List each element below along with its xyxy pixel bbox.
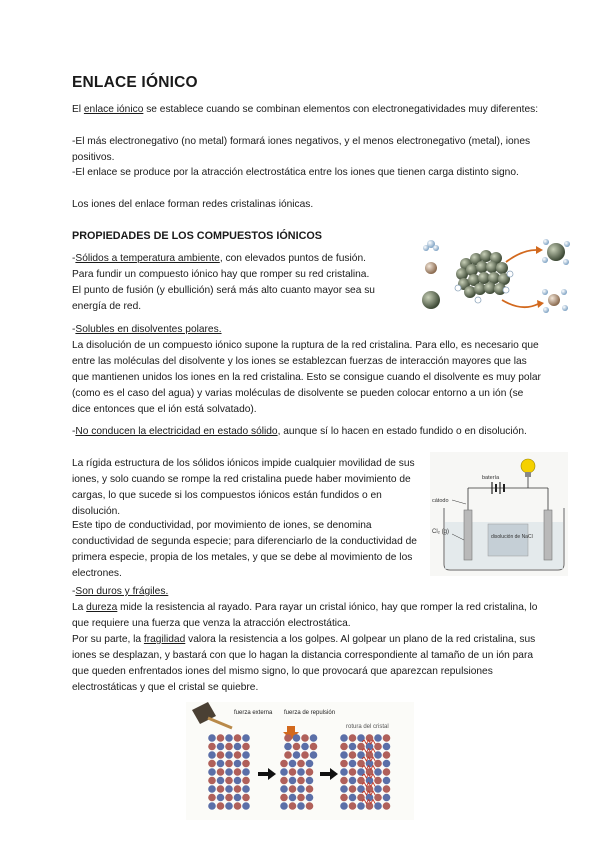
crack-label: rotura del cristal (346, 724, 389, 730)
ion (225, 777, 233, 785)
ion (306, 777, 314, 785)
ion (301, 734, 309, 742)
ion (357, 802, 365, 810)
ion (225, 768, 233, 776)
ion (349, 751, 357, 759)
ion (349, 734, 357, 742)
hardness-text: mide la resistencia al rayado. Para rayar un cristal iónico, hay que romper la red cristalina, lo que requiere una fuerza que venza la atracción electrostática. (72, 602, 538, 629)
ion (242, 760, 250, 768)
ion (306, 768, 314, 776)
prop1-line3: El punto de fusión (y ebullición) será más alto cuanto mayor sea su energía de red. (72, 285, 375, 312)
intro-point-2: -El enlace se produce por la atracción electrostática entre los iones que tienen carga distinto signo. (72, 167, 519, 178)
ionic-crystal-lattice (455, 250, 513, 303)
ion (217, 751, 225, 759)
ion (280, 794, 288, 802)
ion (225, 751, 233, 759)
prop4-hardness-paragraph (72, 600, 544, 632)
ion (383, 760, 391, 768)
ion (297, 802, 305, 810)
ion (234, 785, 242, 793)
ion (297, 785, 305, 793)
ion (284, 734, 292, 742)
ion (284, 751, 292, 759)
cathode-label: cátodo (432, 498, 449, 504)
ion (234, 760, 242, 768)
ion (217, 760, 225, 768)
ion (289, 768, 297, 776)
prop4-title: Son duros y frágiles. (75, 586, 169, 597)
ion (208, 777, 216, 785)
ion (383, 794, 391, 802)
ion (217, 785, 225, 793)
ion (310, 743, 318, 751)
ion (217, 743, 225, 751)
ion (301, 751, 309, 759)
anion-icon (422, 291, 440, 309)
ion (297, 777, 305, 785)
ion (217, 768, 225, 776)
ion (225, 760, 233, 768)
hardness-term: dureza (86, 602, 118, 613)
intro-point-1: -El más electronegativo (no metal) formará iones negativos, y el menos electronegativo (metal), iones positivos. (72, 136, 531, 163)
prop2-body: La disolución de un compuesto iónico supone la ruptura de la red cristalina. Para ello, es necesario que entre las moléculas del disolvente y los iones se establezcan fuerzas de interacción mayores que las que mantienen unidos los iones en la red cristalina. Esto se consigue cuando el disolvente es muy polar (como es el caso del agua) y varias moléculas de disolvente se pueden colocar entorno a un ión (se dice entonces que el ión está solvatado). (72, 340, 541, 415)
ion (234, 777, 242, 785)
ion (242, 734, 250, 742)
fragility-illustration (186, 702, 414, 820)
fragility-prefix: Por su parte, la (72, 634, 144, 645)
ion (289, 785, 297, 793)
ion (242, 743, 250, 751)
prop2-dash: - (72, 324, 76, 335)
dissolution-arrow-down (502, 300, 538, 307)
ion (297, 760, 305, 768)
ion (340, 751, 348, 759)
anode-electrode (544, 510, 552, 560)
ion (383, 785, 391, 793)
ion (349, 768, 357, 776)
ion (208, 760, 216, 768)
ion (208, 743, 216, 751)
ion (225, 785, 233, 793)
ion (242, 777, 250, 785)
crystal-dissolution-illustration (418, 234, 573, 319)
ion (293, 751, 301, 759)
ion (383, 751, 391, 759)
intro-closing: Los iones del enlace forman redes cristalinas iónicas. (72, 199, 314, 210)
ion (301, 743, 309, 751)
ion (293, 743, 301, 751)
prop1-dash: - (72, 253, 76, 264)
ion (340, 760, 348, 768)
prop3-body-1: La rígida estructura de los sólidos iónicos impide cualquier movilidad de sus iones, y solo cuando se rompe la red cristalina puede haber movimiento de cargas, lo que sucede si los compuestos iónicos están fundidos o en disolución. (72, 458, 415, 517)
ion (280, 802, 288, 810)
prop3-rest: , aunque sí lo hacen en estado fundido o en disolución. (277, 426, 527, 437)
ion (297, 794, 305, 802)
ion (242, 802, 250, 810)
ion (280, 768, 288, 776)
ion (208, 734, 216, 742)
ion (289, 802, 297, 810)
ion (234, 734, 242, 742)
ion (340, 734, 348, 742)
arrow-head-up-icon (536, 246, 543, 254)
page-title: ENLACE IÓNICO (72, 74, 198, 91)
cation-icon (425, 262, 437, 274)
cathode-electrode (464, 510, 472, 560)
ion (217, 734, 225, 742)
ion (310, 751, 318, 759)
prop3-body-2: Este tipo de conductividad, por movimiento de iones, se denomina conductividad de segunda especie; para diferenciarlo de la conductividad de primera especie, propia de los metales, y que se debe al movimiento de los electrones. (72, 520, 417, 579)
ion (306, 794, 314, 802)
prop2-title: Solubles en disolventes polares. (75, 324, 222, 335)
ion (208, 794, 216, 802)
gas-label: Cl₂ (g) (432, 529, 449, 535)
prop1-paragraph (72, 251, 402, 315)
ion (208, 785, 216, 793)
ion (349, 794, 357, 802)
prop1-title: Sólidos a temperatura ambiente (75, 253, 220, 264)
ion (225, 734, 233, 742)
ion (383, 743, 391, 751)
intro-paragraph (72, 102, 542, 118)
ion (217, 802, 225, 810)
repulsion-force-label: fuerza de repulsión (284, 710, 336, 716)
ion (340, 743, 348, 751)
ion (349, 785, 357, 793)
intro-term: enlace iónico (83, 104, 144, 115)
ion (225, 802, 233, 810)
ion (242, 794, 250, 802)
ion (306, 802, 314, 810)
properties-heading: PROPIEDADES DE LOS COMPUESTOS IÓNICOS (72, 230, 322, 242)
ion (234, 794, 242, 802)
water-molecule-icon (423, 240, 439, 251)
lattice-before (208, 734, 250, 810)
battery-label: batería (482, 475, 500, 481)
ion (349, 777, 357, 785)
ion (280, 785, 288, 793)
prop1-rest: , con elevados puntos de fusión. (219, 253, 366, 264)
fragility-text: valora la resistencia a los golpes. Al golpear un plano de la red cristalina, sus iones se desplazan, y bastará con que lo hagan la distancia correspondiente al tamaño de un ión para que queden enfrentados iones del mismo signo, lo que provocará que aparezcan repulsiones electrostáticas y que el cristal se quiebre. (72, 634, 536, 693)
hardness-prefix: La (72, 602, 87, 613)
ion (383, 777, 391, 785)
ion (234, 802, 242, 810)
prop3-title-line (72, 424, 542, 440)
ion (340, 802, 348, 810)
ion (374, 734, 382, 742)
ion (225, 794, 233, 802)
ion (306, 785, 314, 793)
ion (310, 734, 318, 742)
intro-text: se establece cuando se combinan elementos con electronegatividades muy diferentes: (143, 104, 539, 115)
ion (383, 768, 391, 776)
ion (208, 802, 216, 810)
ion (289, 794, 297, 802)
ion (280, 760, 288, 768)
solvated-cation-icon (542, 289, 568, 313)
ion (340, 785, 348, 793)
ion (242, 785, 250, 793)
prop4-dash: - (72, 586, 76, 597)
prop1-line2: Para fundir un compuesto iónico hay que romper su red cristalina. (72, 269, 370, 280)
ion (284, 743, 292, 751)
arrow-head-down-icon (537, 300, 544, 308)
prop3-title: No conducen la electricidad en estado sólido (75, 426, 278, 437)
ion (242, 768, 250, 776)
ion (306, 760, 314, 768)
prop4-title-line (72, 584, 542, 600)
ion (234, 751, 242, 759)
ion (208, 768, 216, 776)
ion (217, 777, 225, 785)
solution-label: disolución de NaCl (491, 534, 533, 540)
ion (280, 777, 288, 785)
ion (208, 751, 216, 759)
ion (217, 794, 225, 802)
ion (289, 777, 297, 785)
prop3-dash: - (72, 426, 76, 437)
ion (234, 743, 242, 751)
ion (340, 777, 348, 785)
ion (349, 760, 357, 768)
ion (383, 802, 391, 810)
ion (234, 768, 242, 776)
ion (289, 760, 297, 768)
dissolution-arrow-up (506, 250, 536, 262)
ion (225, 743, 233, 751)
ion (340, 768, 348, 776)
fragility-term: fragilidad (143, 634, 186, 645)
ion (242, 751, 250, 759)
prop2-title-line (72, 322, 542, 338)
electrolysis-illustration (430, 452, 568, 576)
intro-prefix: El (72, 104, 84, 115)
lattice-shifted (280, 734, 317, 810)
prop4-fragility-paragraph (72, 632, 546, 696)
ion (340, 794, 348, 802)
external-force-label: fuerza externa (234, 710, 273, 716)
ion (383, 734, 391, 742)
ion (297, 768, 305, 776)
ion (293, 734, 301, 742)
ion (349, 743, 357, 751)
solvated-anion-icon (542, 239, 570, 265)
ion (349, 802, 357, 810)
